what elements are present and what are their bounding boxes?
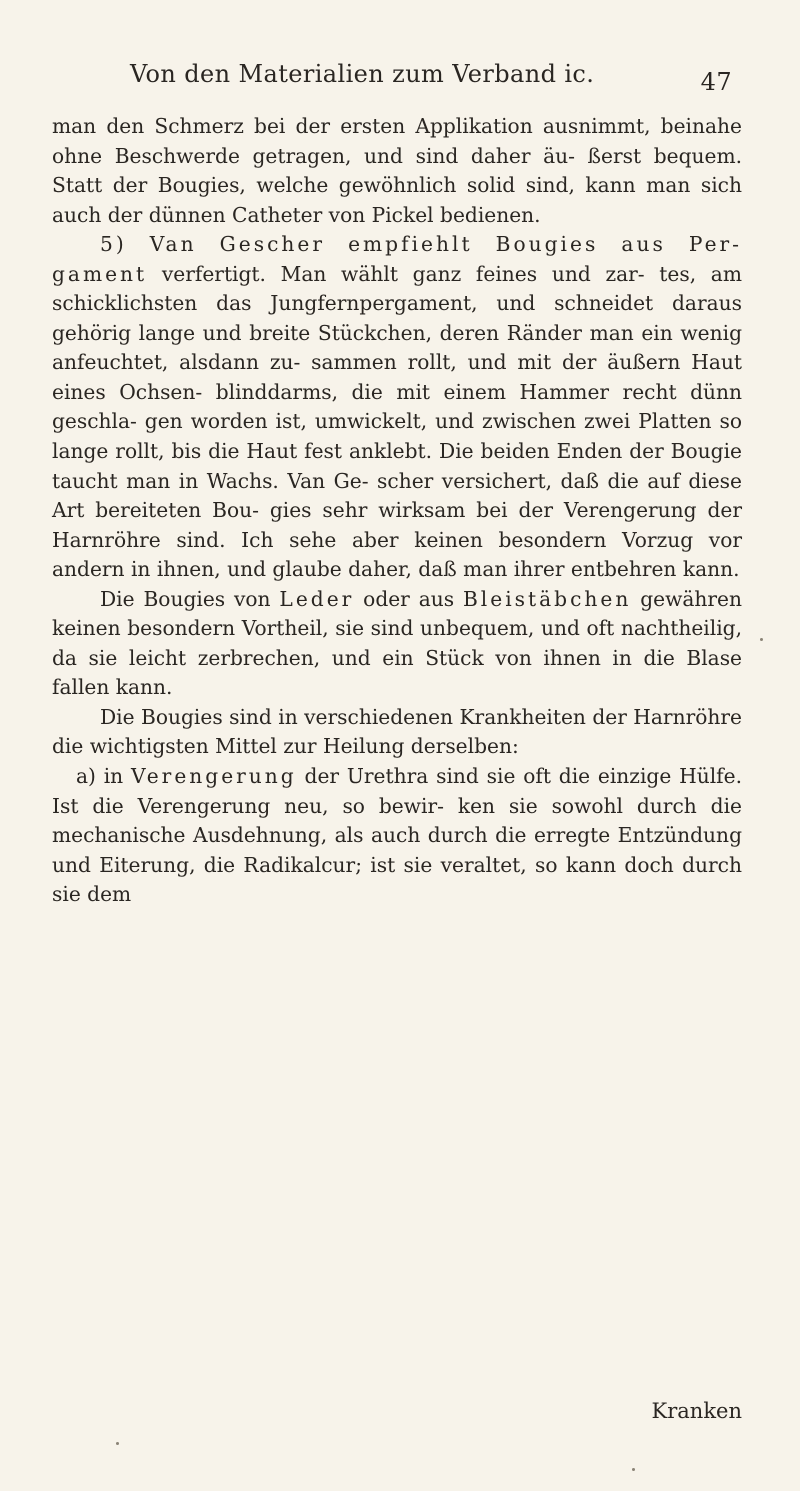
running-head: Von den Materialien zum Verband ic. [130, 60, 595, 88]
paragraph-4: Die Bougies sind in verschiedenen Krankheiten der Harnröhre die wichtigsten Mittel zur Heilung derselben: [52, 704, 742, 759]
body-text [52, 112, 742, 910]
list-item-a-text: der Urethra sind sie oft die einzige Hülfe. Ist die Verengerung neu, so bewir- ken sie sowohl durch die mechanische Ausdehnung, als auch durch die erregte Entzündung und Eiterung, die Radikalcur; ist sie veraltet, so kann doch durch sie dem [52, 764, 742, 907]
page-number: 47 [700, 68, 732, 96]
paper-speck [632, 1468, 635, 1471]
paragraph-2-text: verfertigt. Man wählt ganz feines und zar- tes, am schicklichsten das Jungfernpergament, und schneidet daraus gehörig lange und breite Stückchen, deren Ränder man ein wenig anfeuchtet, alsdann zu- sammen rollt, und mit der äußern Haut eines Ochsen- blinddarms, die mit einem Hammer recht dünn geschla- gen worden ist, umwickelt, und zwischen zwei Platten so lange rollt, bis die Haut fest anklebt. Die beiden Enden der Bougie taucht man in Wachs. Van Ge- scher versichert, daß die auf diese Art bereiteten Bou- gies sehr wirksam bei der Verengerung der Harnröhre sind. Ich sehe aber keinen besondern Vorzug vor andern in ihnen, und glaube daher, daß man ihrer entbehren kann. [52, 261, 742, 582]
spaced-word-verengerung: Verengerung [131, 764, 297, 789]
page-header [100, 60, 732, 96]
spaced-word-leder: Leder [279, 586, 355, 611]
spaced-word-bleistaebchen: Bleistäbchen [462, 586, 632, 611]
paragraph-3-text-e: gewähren keinen besondern Vortheil, sie sind unbequem, und oft nachtheilig, da sie leicht zerbrechen, und ein Stück von ihnen in die Blase fallen kann. [52, 586, 743, 700]
paragraph-3 [52, 585, 742, 703]
paragraph-1: man den Schmerz bei der ersten Applikation ausnimmt, beinahe ohne Beschwerde getragen, und sind daher äu- ßerst bequem. Statt der Bougies, welche gewöhnlich solid sind, kann man sich auch der dünnen Catheter von Pickel bedienen. [52, 114, 742, 227]
paragraph-3-text-a: Die Bougies von [100, 586, 280, 611]
catchword: Kranken [651, 1399, 742, 1423]
paper-speck [760, 638, 763, 641]
paragraph-3-text-c: oder aus [354, 586, 463, 611]
list-item-a [52, 762, 742, 910]
paper-speck [116, 1442, 119, 1445]
list-item-a-marker: a) in [76, 764, 131, 789]
spaced-phrase-gescher: 5) Van Gescher empfiehlt Bougies aus Per- gament [52, 232, 742, 286]
paragraph-2 [52, 230, 742, 585]
